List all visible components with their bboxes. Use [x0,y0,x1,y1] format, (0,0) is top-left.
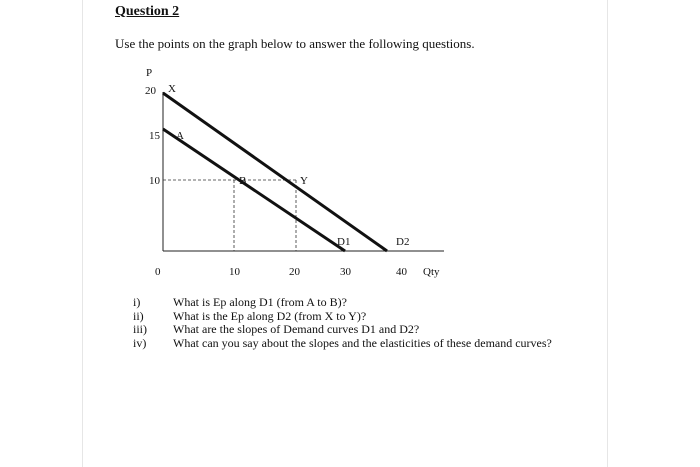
question-heading: Question 2 [115,4,180,19]
x-tick-0: 0 [155,266,161,278]
intro-text: Use the points on the graph below to answer the following questions. [115,36,475,51]
question-text: What are the slopes of Demand curves D1 and D2? [173,322,420,336]
demand-curve-d1 [163,129,345,251]
x-tick-40: 40 [396,266,407,278]
list-item [133,296,563,310]
question-text: What is the Ep along D2 (from X to Y)? [173,308,367,323]
curve-d1-label: D1 [337,236,351,248]
question-text: What can you say about the slopes and the elasticities of these demand curves? [173,335,552,350]
curve-d2-label: D2 [396,236,410,248]
x-axis-label: Qty [423,266,440,278]
x-tick-10: 10 [229,266,240,278]
question-number: iii) [133,322,147,336]
question-number: ii) [133,308,144,323]
list-item [133,337,563,351]
question-list [133,296,563,350]
point-a-label: A [176,130,184,142]
y-tick-10: 10 [149,175,160,187]
question-number: iv) [133,335,147,350]
point-b-label: B [239,175,247,187]
list-item [133,323,563,337]
y-axis-label: P [146,67,153,79]
x-tick-30: 30 [340,266,351,278]
question-number: i) [133,295,141,309]
x-tick-20: 20 [289,266,300,278]
point-x-label: X [168,83,176,95]
question-text: What is Ep along D1 (from A to B)? [173,295,347,309]
point-y-label: Y [300,175,308,187]
list-item [133,310,563,324]
y-tick-15: 15 [149,130,160,142]
y-tick-20: 20 [145,85,156,97]
demand-curve-d2 [163,93,387,251]
